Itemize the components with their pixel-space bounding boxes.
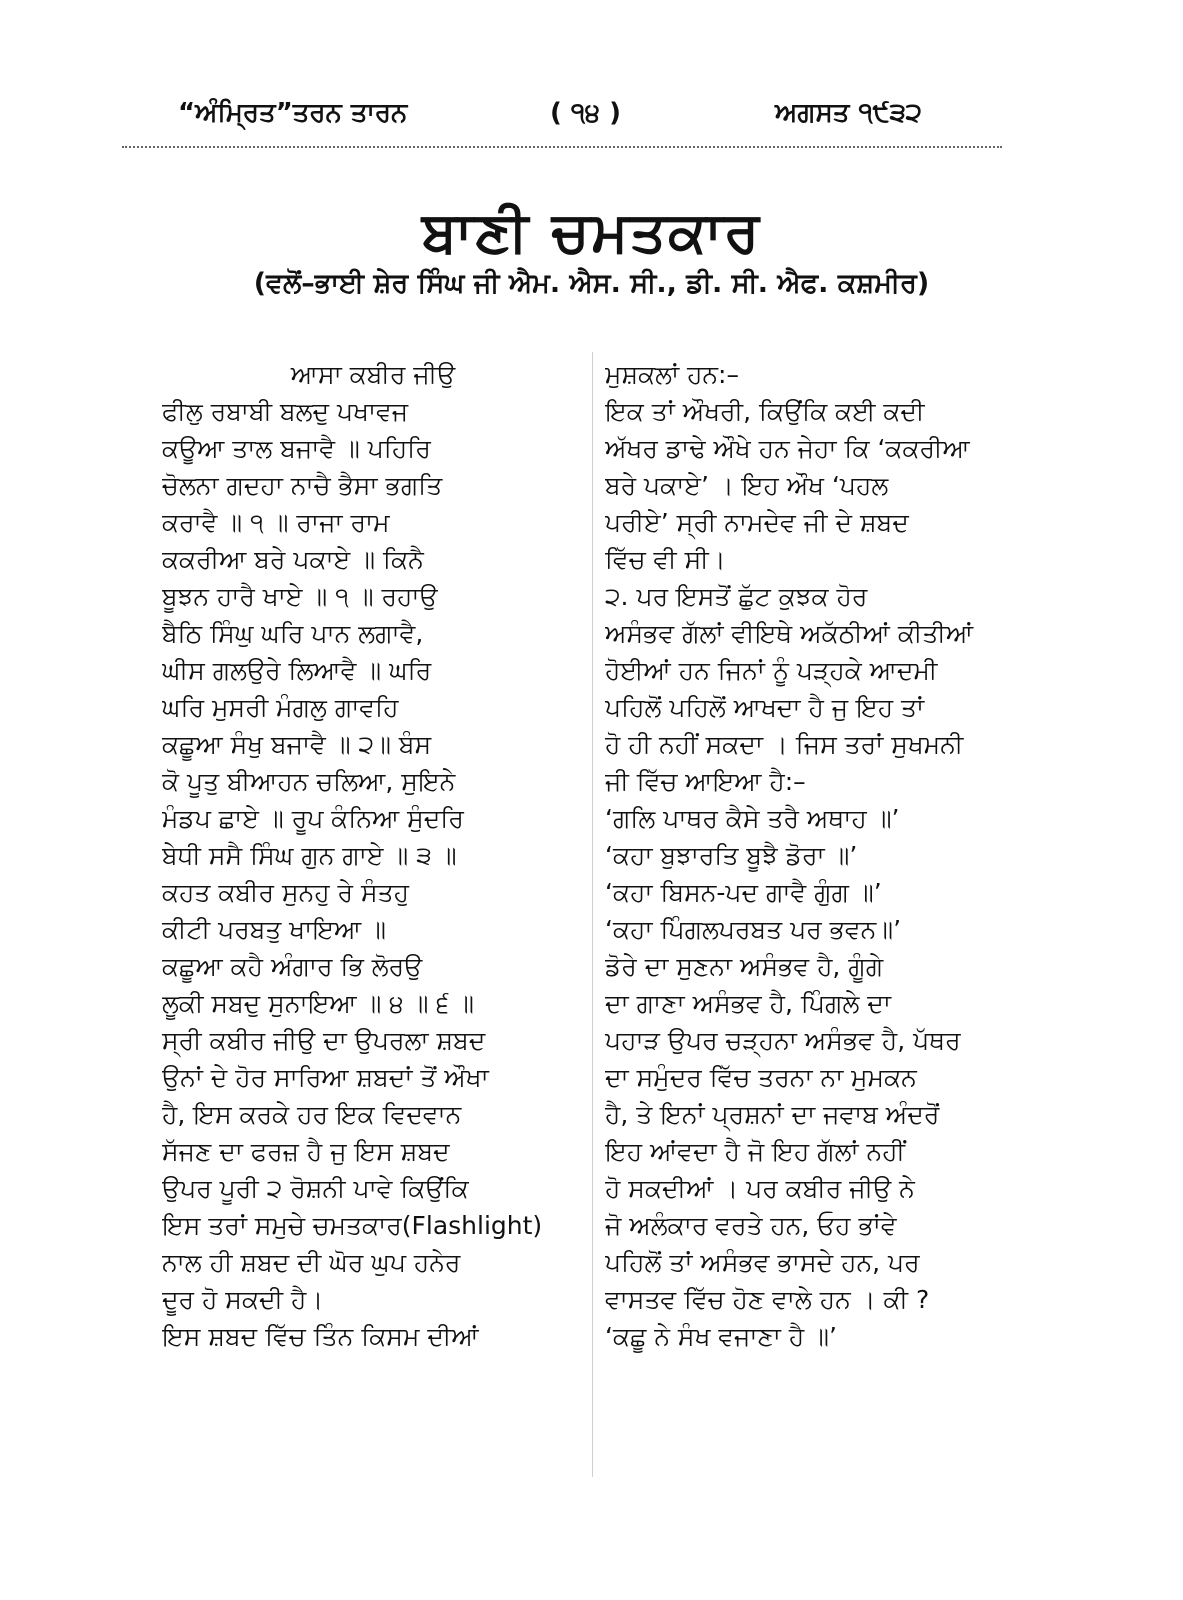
text-line: ਉਪਰ ਪੂਰੀ ੨ ਰੋਸ਼ਨੀ ਪਾਵੇ ਕਿਉਂਕਿ bbox=[162, 1174, 469, 1203]
text-line: ਹੋ ਸਕਦੀਆਂ । ਪਰ ਕਬੀਰ ਜੀਉ ਨੇ bbox=[605, 1174, 915, 1203]
quote-line: ‘ਗਲਿ ਪਾਥਰ ਕੈਸੇ ਤਰੈ ਅਥਾਹ ॥’ bbox=[605, 804, 900, 833]
text-line: ਵਾਸਤਵ ਵਿੱਚ ਹੋਣ ਵਾਲੇ ਹਨ । ਕੀ ? bbox=[605, 1285, 930, 1314]
page-number: ( ੧੪ ) bbox=[550, 98, 621, 128]
running-header bbox=[120, 98, 1000, 142]
text-line: ਇਸ ਤਰਾਂ ਸਮੁਚੇ ਚਮਤਕਾਰ(Flashlight) bbox=[162, 1211, 543, 1240]
text-line: ਕੀਟੀ ਪਰਬਤੁ ਖਾਇਆ ॥ bbox=[162, 915, 386, 944]
header-rule bbox=[122, 146, 1002, 148]
text-line: ਪਹਾੜ ਉਪਰ ਚੜ੍ਹਨਾ ਅਸੰਭਵ ਹੈ, ਪੱਥਰ bbox=[605, 1026, 961, 1055]
issue-date: ਅਗਸਤ ੧੯੩੨ bbox=[775, 98, 922, 128]
left-column bbox=[162, 356, 584, 1355]
text-line: ਡੋਰੇ ਦਾ ਸੁਣਨਾ ਅਸੰਭਵ ਹੈ, ਗੂੰਗੇ bbox=[605, 952, 884, 981]
text-line: ਲੂਕੀ ਸਬਦੁ ਸੁਨਾਇਆ ॥ ੪ ॥ ੬ ॥ bbox=[162, 989, 474, 1018]
text-line: ਜੀ ਵਿੱਚ ਆਇਆ ਹੈ:– bbox=[605, 767, 806, 796]
column-divider bbox=[592, 352, 593, 1477]
text-line: ਘਰਿ ਮੁਸਰੀ ਮੰਗਲੁ ਗਾਵਹਿ bbox=[162, 693, 399, 722]
quote-line: ‘ਕਹਾ ਬਿਸਨ-ਪਦ ਗਾਵੈ ਗੁੰਗ ॥’ bbox=[605, 878, 882, 907]
quote-line: ‘ਕਹਾ ਬੁਝਾਰਤਿ ਬੂਝੈ ਡੋਰਾ ॥’ bbox=[605, 841, 858, 870]
quote-line: ‘ਕਛੂ ਨੇ ਸੰਖ ਵਜਾਣਾ ਹੈ ॥’ bbox=[605, 1322, 837, 1351]
text-line: ਸ੍ਰੀ ਕਬੀਰ ਜੀਉ ਦਾ ਉਪਰਲਾ ਸ਼ਬਦ bbox=[162, 1026, 486, 1055]
text-line: ਘੀਸ ਗਲਉਰੇ ਲਿਆਵੈ ॥ ਘਰਿ bbox=[162, 656, 432, 685]
text-line: ਦੂਰ ਹੋ ਸਕਦੀ ਹੈ। bbox=[162, 1285, 324, 1314]
quote-line: ‘ਕਹਾ ਪਿੰਗਲਪਰਬਤ ਪਰ ਭਵਨ॥’ bbox=[605, 915, 902, 944]
text-line: ਪਹਿਲੋਂ ਪਹਿਲੋਂ ਆਖਦਾ ਹੈ ਜੁ ਇਹ ਤਾਂ bbox=[605, 693, 925, 722]
text-line: ਕਹਤ ਕਬੀਰ ਸੁਨਹੁ ਰੇ ਸੰਤਹੁ bbox=[162, 878, 409, 907]
text-line: ਫੀਲੁ ਰਬਾਬੀ ਬਲਦੁ ਪਖਾਵਜ bbox=[162, 397, 409, 426]
article-title: ਬਾਣੀ ਚਮਤਕਾਰ bbox=[421, 200, 762, 265]
text-line: ਮੁਸ਼ਕਲਾਂ ਹਨ:– bbox=[605, 360, 739, 389]
text-line: ਕਊਆ ਤਾਲ ਬਜਾਵੈ ॥ ਪਹਿਰਿ bbox=[162, 434, 431, 463]
text-line: ਕਰਾਵੈ ॥ ੧ ॥ ਰਾਜਾ ਰਾਮ bbox=[162, 508, 390, 537]
text-line: ਬੂਝਨ ਹਾਰੈ ਖਾਏ ॥ ੧ ॥ ਰਹਾਉ bbox=[162, 582, 438, 611]
text-line: ਦਾ ਗਾਣਾ ਅਸੰਭਵ ਹੈ, ਪਿੰਗਲੇ ਦਾ bbox=[605, 989, 892, 1018]
text-line: ਪਹਿਲੋਂ ਤਾਂ ਅਸੰਭਵ ਭਾਸਦੇ ਹਨ, ਪਰ bbox=[605, 1248, 920, 1277]
text-line: ਅਸੰਭਵ ਗੱਲਾਂ ਵੀਇਥੇ ਅਕੱਠੀਆਂ ਕੀਤੀਆਂ bbox=[605, 619, 974, 648]
article-byline: (ਵਲੋਂ–ਭਾਈ ਸ਼ੇਰ ਸਿੰਘ ਜੀ ਐਮ. ਐਸ. ਸੀ., ਡੀ. ਸੀ. ਐਫ. ਕਸ਼ਮੀਰ) bbox=[253, 268, 930, 299]
text-line: ਹੈ, ਇਸ ਕਰਕੇ ਹਰ ਇਕ ਵਿਦਵਾਨ bbox=[162, 1100, 462, 1129]
text-line: ਦਾ ਸਮੁੰਦਰ ਵਿੱਚ ਤਰਨਾ ਨਾ ਮੁਮਕਨ bbox=[605, 1063, 917, 1092]
text-line: ਪਰੀਏ’ ਸ੍ਰੀ ਨਾਮਦੇਵ ਜੀ ਦੇ ਸ਼ਬਦ bbox=[605, 508, 909, 537]
text-line: ਬੈਠਿ ਸਿੰਘੁ ਘਰਿ ਪਾਨ ਲਗਾਵੈ, bbox=[162, 619, 424, 648]
text-line: ਇਹ ਆਂਵਦਾ ਹੈ ਜੋ ਇਹ ਗੱਲਾਂ ਨਹੀਂ bbox=[605, 1137, 906, 1166]
text-line: ਹੋ ਹੀ ਨਹੀਂ ਸਕਦਾ । ਜਿਸ ਤਰਾਂ ਸੁਖਮਨੀ bbox=[605, 730, 964, 759]
text-line: ਚੋਲਨਾ ਗਦਹਾ ਨਾਚੈ ਭੈਸਾ ਭਗਤਿ bbox=[162, 471, 443, 500]
shabad-heading: ਆਸਾ ਕਬੀਰ ਜੀਉ bbox=[290, 360, 456, 389]
text-line: ਉਨਾਂ ਦੇ ਹੋਰ ਸਾਰਿਆ ਸ਼ਬਦਾਂ ਤੋਂ ਔਖਾ bbox=[162, 1063, 489, 1092]
text-line: ਕਛੂਆ ਸੰਖੁ ਬਜਾਵੈ ॥ ੨॥ ਬੰਸ bbox=[162, 730, 432, 759]
right-column bbox=[605, 356, 1047, 1355]
text-line: ਬਰੇ ਪਕਾਏ’ । ਇਹ ਔਖ ‘ਪਹਲ bbox=[605, 471, 889, 500]
text-line: ਵਿੱਚ ਵੀ ਸੀ। bbox=[605, 545, 726, 574]
text-line: ਮੰਡਪ ਛਾਏ ॥ ਰੂਪ ਕੰਨਿਆ ਸੁੰਦਰਿ bbox=[162, 804, 464, 833]
text-line: ਕਛੂਆ ਕਹੈ ਅੰਗਾਰ ਭਿ ਲੋਰਉ bbox=[162, 952, 423, 981]
text-line: ਅੱਖਰ ਡਾਢੇ ਔਖੇ ਹਨ ਜੇਹਾ ਕਿ ‘ਕਕਰੀਆ bbox=[605, 434, 970, 463]
text-line: ਕਕਰੀਆ ਬਰੇ ਪਕਾਏ ॥ ਕਿਨੈ bbox=[162, 545, 424, 574]
text-line: ਕੋ ਪੂਤੁ ਬੀਆਹਨ ਚਲਿਆ, ਸੁਇਨੇ bbox=[162, 767, 456, 796]
magazine-title: “ਅੰਮ੍ਰਿਤ”ਤਰਨ ਤਾਰਨ bbox=[178, 98, 408, 128]
text-line: ਨਾਲ ਹੀ ਸ਼ਬਦ ਦੀ ਘੋਰ ਘੁਪ ਹਨੇਰ bbox=[162, 1248, 461, 1277]
text-line: ਇਸ ਸ਼ਬਦ ਵਿੱਚ ਤਿੰਨ ਕਿਸਮ ਦੀਆਂ bbox=[162, 1322, 479, 1351]
text-line: ਇਕ ਤਾਂ ਔਖਰੀ, ਕਿਉਂਕਿ ਕਈ ਕਦੀ bbox=[605, 397, 925, 426]
text-line: ਹੋਈਆਂ ਹਨ ਜਿਨਾਂ ਨੂੰ ਪੜ੍ਹਕੇ ਆਦਮੀ bbox=[605, 656, 938, 685]
text-line: ਸੱਜਣ ਦਾ ਫਰਜ਼ ਹੈ ਜੁ ਇਸ ਸ਼ਬਦ bbox=[162, 1137, 450, 1166]
text-line: ੨. ਪਰ ਇਸਤੋਂ ਛੁੱਟ ਕੁਝਕ ਹੋਰ bbox=[605, 582, 868, 611]
text-line: ਬੇਧੀ ਸਸੈ ਸਿੰਘ ਗੁਨ ਗਾਏ ॥ ੩ ॥ bbox=[162, 841, 457, 870]
text-line: ਜੋ ਅਲੰਕਾਰ ਵਰਤੇ ਹਨ, ਓਹ ਭਾਂਵੇ bbox=[605, 1211, 897, 1240]
text-line: ਹੈ, ਤੇ ਇਨਾਂ ਪ੍ਰਸ਼ਨਾਂ ਦਾ ਜਵਾਬ ਅੰਦਰੋਂ bbox=[605, 1100, 940, 1129]
